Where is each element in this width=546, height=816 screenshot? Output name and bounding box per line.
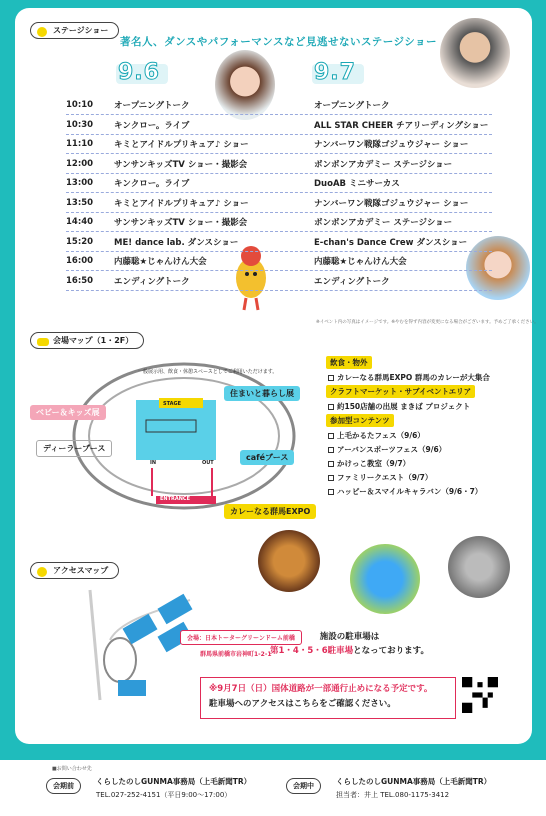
checkbox-icon — [328, 375, 334, 381]
venue-category-title: 飲食・物外 — [326, 356, 372, 369]
parking-numbers: 第1・4・5・6駐車場 — [270, 646, 354, 656]
date-day1: 9.6 — [118, 60, 160, 85]
stage-notice: ※イベント内の写真はイメージです。※やむを得ず内容が変更になる場合がございます。予めご了承ください。 — [316, 320, 539, 325]
checkbox-icon — [328, 475, 334, 481]
schedule-day1-event: キミとアイドルプリキュア♪ ショー — [114, 198, 249, 209]
contact-caption: ■お問い合わせ先 — [52, 766, 92, 772]
venue-category-item — [328, 372, 490, 383]
date-day2: 9.7 — [314, 60, 356, 85]
schedule-row — [66, 134, 506, 154]
schedule-row — [66, 115, 506, 135]
stage-label: STAGE — [163, 401, 182, 407]
venue-category-list — [326, 354, 490, 497]
kids-run-photo — [350, 544, 420, 614]
schedule-row — [66, 232, 506, 252]
venue-name: 会場：日本トーターグリーンドーム前橋 — [180, 630, 302, 645]
parking-line2: となっております。 — [353, 646, 429, 656]
stage-section-label: ステージショー — [53, 26, 109, 35]
checkbox-icon — [328, 461, 334, 467]
schedule-divider — [66, 290, 492, 291]
schedule-day1-event: エンディングトーク — [114, 276, 190, 287]
road-closure-notice — [200, 677, 456, 719]
venue-map-tag — [30, 332, 144, 349]
dealer-area-label: ディーラーブース — [36, 440, 112, 457]
performer-photo-2 — [440, 18, 510, 88]
schedule-row — [66, 271, 506, 291]
parking-line1: 施設の駐車場は — [319, 632, 380, 642]
entrance-label: ENTRANCE — [160, 496, 190, 502]
map-marker-icon — [37, 338, 49, 346]
curry-photo — [258, 530, 320, 592]
schedule-day1-event: キンクロー。ライブ — [114, 179, 190, 189]
during-contact: 担当者：井上 TEL.080-1175-3412 — [336, 791, 450, 799]
venue-category-title: 参加型コンテンツ — [326, 414, 394, 427]
parking-info — [270, 630, 429, 658]
schedule-day1-event: オープニングトーク — [114, 101, 190, 111]
schedule-day2-event: ボンボンアカデミー ステージショー — [314, 159, 453, 170]
checkbox-icon — [328, 447, 334, 453]
schedule-day2-event: ボンボンアカデミー ステージショー — [314, 218, 453, 228]
schedule-day1-event: キンクロー。ライブ — [114, 120, 190, 131]
before-period-label: 会期前 — [46, 778, 81, 794]
checkbox-icon — [328, 433, 334, 439]
out-label: OUT — [202, 460, 214, 466]
schedule-time: 15:20 — [66, 236, 94, 247]
venue-item-label: ハッピー＆スマイルキャラバン（9/6・7） — [337, 487, 483, 496]
schedule-day1-event: サンサンキッズTV ショー・撮影会 — [114, 218, 248, 228]
schedule-day2-event: ALL STAR CHEER チアリーディングショー — [314, 120, 489, 131]
stage-headline: 著名人、ダンスやパフォーマンスなど見逃せないステージショー — [120, 36, 438, 48]
schedule-time: 12:00 — [66, 158, 94, 169]
access-road-map — [80, 580, 200, 710]
schedule-row — [66, 193, 506, 213]
schedule-time: 11:10 — [66, 139, 94, 149]
access-map-tag — [30, 562, 119, 579]
checkbox-icon — [328, 489, 334, 495]
venue-category-item — [328, 486, 490, 497]
closure-line2: 駐車場へのアクセスはこちらをご確認ください。 — [209, 699, 396, 709]
schedule-time: 13:00 — [66, 178, 94, 188]
schedule-time: 10:30 — [66, 119, 94, 130]
schedule-day2-event: ナンバーワン戦隊ゴジュウジャー ショー — [314, 140, 469, 150]
curry-area-label: カレーなる群馬EXPO — [224, 504, 316, 519]
closure-line1: ※9月7日（日）国体道路が一部通行止めになる予定です。 — [209, 684, 433, 694]
schedule-row — [66, 173, 506, 193]
sumai-area-label: 住まいと暮らし展 — [224, 386, 300, 401]
before-org: くらしたのしGUNMA事務局（上毛新聞TR） — [96, 777, 252, 786]
venue-category-item — [328, 401, 490, 412]
schedule-row — [66, 154, 506, 174]
venue-category-item — [328, 444, 490, 455]
schedule-day2-event: ナンバーワン戦隊ゴジュウジャー ショー — [314, 198, 469, 209]
schedule-day1-event: キミとアイドルプリキュア♪ ショー — [114, 140, 249, 150]
venue-item-label: 上毛かるたフェス（9/6） — [337, 431, 425, 440]
schedule-row — [66, 95, 506, 115]
cafe-area-label: caféブース — [240, 450, 294, 465]
skate-photo — [448, 536, 510, 598]
venue-item-label: カレーなる群馬EXPO 群馬のカレーが大集合 — [337, 373, 490, 382]
sparkle-icon — [37, 27, 47, 37]
stage-section-tag — [30, 22, 119, 39]
schedule-time: 16:50 — [66, 275, 94, 286]
qr-code[interactable] — [462, 677, 498, 713]
schedule-day2-event: エンディングトーク — [314, 276, 390, 287]
schedule-row — [66, 251, 506, 271]
schedule-time: 14:40 — [66, 217, 94, 227]
location-pin-icon — [37, 567, 47, 577]
schedule-day2-event: オープニングトーク — [314, 101, 390, 111]
schedule-day2-event: 内藤聡★じゃんけん大会 — [314, 257, 407, 267]
checkbox-icon — [328, 404, 334, 410]
schedule-row — [66, 212, 506, 232]
before-tel: TEL.027-252-4151（平日9:00～17:00） — [96, 791, 232, 799]
venue-map-label: 会場マップ（1・2F） — [53, 336, 134, 345]
venue-category-item — [328, 458, 490, 469]
access-map-label: アクセスマップ — [53, 566, 109, 575]
venue-address: 群馬県前橋市岩神町1-2-1 — [200, 651, 272, 658]
venue-item-label: ファミリークエスト（9/7） — [337, 473, 433, 482]
schedule-day2-event: E-chan's Dance Crew ダンスショー — [314, 237, 468, 248]
during-org: くらしたのしGUNMA事務局（上毛新聞TR） — [336, 777, 492, 786]
baby-area-label: ベビー＆キッズ展 — [30, 405, 106, 420]
venue-item-label: かけっこ教室（9/7） — [337, 459, 411, 468]
venue-category-item — [328, 430, 490, 441]
venue-item-label: 約150店舗の出展 まきば プロジェクト — [337, 402, 471, 411]
schedule-day1-event: サンサンキッズTV ショー・撮影会 — [114, 159, 248, 170]
venue-note: 一般展示用、飲食・休憩スペースとしてご利用いただけます。 — [138, 369, 278, 375]
venue-item-label: アーバンスポーツフェス（9/6） — [337, 445, 447, 454]
schedule-time: 13:50 — [66, 197, 94, 208]
schedule-day2-event: DuoAB ミニサーカス — [314, 179, 400, 189]
schedule-time: 10:10 — [66, 100, 94, 110]
schedule-day1-event: ME! dance lab. ダンスショー — [114, 237, 239, 248]
during-period-label: 会期中 — [286, 778, 321, 794]
schedule-time: 16:00 — [66, 256, 94, 266]
venue-category-item — [328, 472, 490, 483]
in-label: IN — [150, 460, 157, 466]
schedule-day1-event: 内藤聡★じゃんけん大会 — [114, 257, 207, 267]
venue-category-title: クラフトマーケット・サブイベントエリア — [326, 385, 475, 398]
